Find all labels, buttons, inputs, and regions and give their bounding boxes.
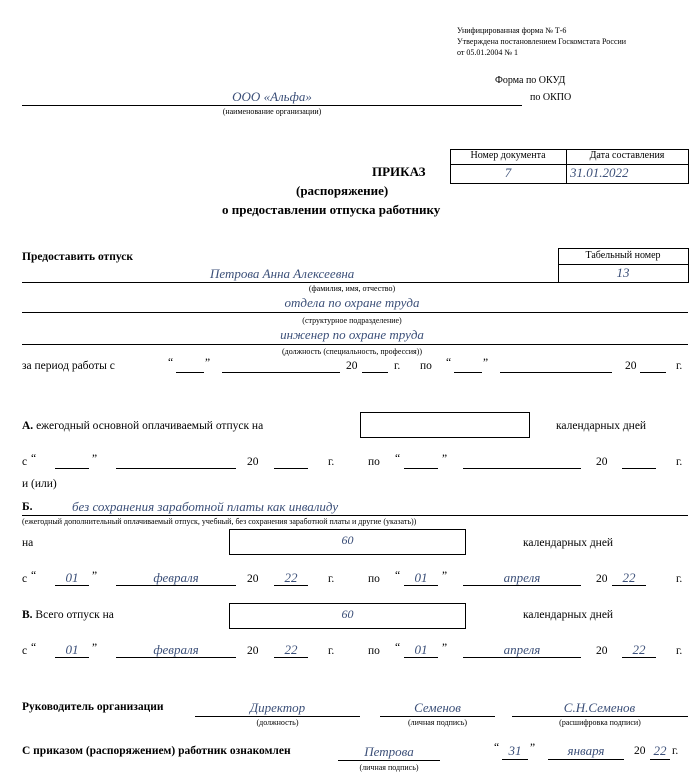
section-b-days-value: 60 — [341, 533, 354, 547]
section-b-end-year-suffix: г. — [676, 573, 683, 585]
period-end-quote-close: ” — [483, 357, 489, 369]
section-b-type-line — [22, 515, 688, 516]
form-title-line1: Унифицированная форма № Т-6 — [457, 26, 567, 35]
period-end-month-line — [500, 372, 612, 373]
org-name-caption: (наименование организации) — [222, 107, 322, 116]
period-end-quote-open: “ — [446, 357, 452, 369]
acquainted-month: января — [567, 743, 605, 758]
section-a-start-year-prefix: 20 — [247, 456, 259, 468]
acquainted-signature-line — [338, 760, 440, 761]
section-v-end-month-line — [463, 657, 581, 658]
acquainted-signature: Петрова — [364, 744, 414, 759]
section-b-start-quote-open: “ — [31, 570, 37, 582]
section-b-end-month: апреля — [503, 570, 541, 585]
org-name: ООО «Альфа» — [232, 89, 312, 104]
period-start-quote-close: ” — [205, 357, 211, 369]
section-a-end-year-suffix: г. — [676, 456, 683, 468]
acquainted-quote-open: “ — [494, 742, 500, 754]
section-a-days-label: календарных дней — [556, 420, 647, 432]
employee-name: Петрова Анна Алексеевна — [210, 266, 355, 281]
head-signature-line — [380, 716, 495, 717]
okud-label: Форма по ОКУД — [495, 75, 566, 86]
section-a-start-year-line — [274, 468, 308, 469]
section-v-days-value: 60 — [341, 607, 354, 621]
section-b-end-year: 22 — [622, 570, 636, 585]
section-b-start-day-line — [55, 585, 89, 586]
doc-number-header: Номер документа — [470, 150, 546, 161]
section-a-start-day-line — [55, 468, 89, 469]
grant-leave-label: Предоставить отпуск — [22, 251, 133, 263]
department: отдела по охране труда — [284, 295, 420, 310]
section-a-end-month-line — [463, 468, 581, 469]
period-to-label: по — [420, 360, 432, 372]
section-b-start-quote-close: ” — [92, 570, 98, 582]
section-b-end-quote-open: “ — [395, 570, 401, 582]
order-purpose: о предоставлении отпуска работнику — [222, 202, 441, 217]
period-start-year-line — [362, 372, 388, 373]
section-b-start-year-suffix: г. — [328, 573, 335, 585]
section-v-from-label: с — [22, 645, 28, 657]
section-v-letter: В. — [22, 609, 33, 621]
section-b-start-year: 22 — [284, 570, 298, 585]
position: инженер по охране труда — [280, 327, 424, 342]
department-line — [22, 312, 688, 313]
section-a-days-box[interactable] — [360, 412, 530, 438]
section-v-start-year-line — [274, 657, 308, 658]
head-position-line — [195, 716, 360, 717]
section-b-end-day: 01 — [414, 570, 428, 585]
section-b-letter: Б. — [22, 501, 33, 513]
section-b-on-label: на — [22, 537, 34, 549]
section-b-start-year-line — [274, 585, 308, 586]
section-a-end-quote-close: ” — [442, 453, 448, 465]
head-decoding-caption: (расшифровка подписи) — [559, 718, 641, 727]
acquainted-day-line — [502, 759, 528, 760]
section-v-to-label: по — [368, 645, 380, 657]
work-period-label: за период работы с — [22, 360, 115, 372]
acquainted-year-suffix: г. — [672, 745, 679, 757]
section-b-from-label: с — [22, 573, 28, 585]
section-b-start-month: февраля — [153, 570, 199, 585]
section-a-end-year-prefix: 20 — [596, 456, 608, 468]
section-b-end-month-line — [463, 585, 581, 586]
doc-number-value: 7 — [504, 165, 512, 180]
section-v-end-year-prefix: 20 — [596, 645, 608, 657]
section-b-type-caption: (ежегодный дополнительный оплачиваемый отпуск, учебный, без сохранения заработной платы и другие (указать)) — [22, 517, 417, 526]
section-a-start-year-suffix: г. — [328, 456, 335, 468]
acquainted-label: С приказом (распоряжением) работник ознакомлен — [22, 745, 291, 757]
employee-name-caption: (фамилия, имя, отчество) — [308, 284, 396, 293]
section-a-start-quote-open: “ — [31, 453, 37, 465]
section-v-start-quote-open: “ — [31, 642, 37, 654]
section-v-start-quote-close: ” — [92, 642, 98, 654]
section-b-end-quote-close: ” — [442, 570, 448, 582]
section-b-start-month-line — [116, 585, 236, 586]
section-b-end-day-line — [404, 585, 438, 586]
section-b-end-year-prefix: 20 — [596, 573, 608, 585]
section-b-start-day: 01 — [65, 570, 79, 585]
department-caption: (структурное подразделение) — [302, 316, 402, 325]
period-start-month-line — [222, 372, 340, 373]
head-label: Руководитель организации — [22, 701, 164, 713]
section-v-label — [22, 609, 114, 621]
section-v-start-year: 22 — [284, 642, 298, 657]
section-v-end-month: апреля — [503, 642, 541, 657]
section-v-start-year-prefix: 20 — [247, 645, 259, 657]
employee-name-line — [22, 282, 558, 283]
section-v-end-quote-close: ” — [442, 642, 448, 654]
head-decoding: С.Н.Семенов — [563, 700, 636, 715]
period-end-year-line — [640, 372, 666, 373]
tab-number-value: 13 — [616, 265, 630, 280]
section-a-end-quote-open: “ — [395, 453, 401, 465]
section-b-days-label: календарных дней — [523, 537, 614, 549]
tab-number-header: Табельный номер — [585, 250, 661, 261]
section-a-letter: А. — [22, 420, 34, 432]
doc-date-header: Дата составления — [589, 150, 665, 161]
period-end-year-suffix: г. — [676, 360, 683, 372]
position-line — [22, 344, 688, 345]
section-v-end-year-line — [622, 657, 656, 658]
head-decoding-line — [512, 716, 688, 717]
acquainted-quote-close: ” — [530, 742, 536, 754]
section-a-to-label: по — [368, 456, 380, 468]
section-v-start-day: 01 — [65, 642, 79, 657]
order-title: ПРИКАЗ — [372, 164, 426, 179]
section-v-end-year-suffix: г. — [676, 645, 683, 657]
section-v-end-day: 01 — [414, 642, 428, 657]
period-start-day-line — [176, 372, 204, 373]
section-a-from-label: с — [22, 456, 28, 468]
acquainted-year: 22 — [653, 743, 667, 758]
section-v-start-month: февраля — [153, 642, 199, 657]
head-position: Директор — [249, 700, 306, 715]
section-a-start-month-line — [116, 468, 236, 469]
acquainted-year-prefix: 20 — [634, 745, 646, 757]
okpo-label: по ОКПО — [530, 92, 572, 103]
section-a-label — [22, 420, 263, 432]
head-signature: Семенов — [414, 700, 461, 715]
section-a-start-quote-close: ” — [92, 453, 98, 465]
form-title-line3: от 05.01.2004 № 1 — [457, 48, 519, 57]
order-subtitle: (распоряжение) — [296, 183, 389, 198]
section-a-end-year-line — [622, 468, 656, 469]
period-start-quote-open: “ — [168, 357, 174, 369]
acquainted-day: 31 — [508, 743, 522, 758]
section-v-end-year: 22 — [632, 642, 646, 657]
head-position-caption: (должность) — [256, 718, 299, 727]
doc-date-value: 31.01.2022 — [570, 165, 629, 180]
section-a-text: ежегодный основной оплачиваемый отпуск на — [36, 420, 264, 432]
section-b-to-label: по — [368, 573, 380, 585]
position-caption: (должность (специальность, профессия)) — [282, 347, 422, 356]
acquainted-month-line — [548, 759, 624, 760]
period-end-day-line — [454, 372, 482, 373]
section-b-leave-type: без сохранения заработной платы как инвалиду — [72, 499, 339, 514]
section-v-start-day-line — [55, 657, 89, 658]
period-start-year-prefix: 20 — [346, 360, 358, 372]
section-b-start-year-prefix: 20 — [247, 573, 259, 585]
acquainted-signature-caption: (личная подпись) — [359, 763, 419, 772]
form-title-line2: Утверждена постановлением Госкомстата России — [457, 37, 627, 46]
section-v-end-day-line — [404, 657, 438, 658]
org-name-line — [22, 105, 522, 106]
section-v-start-year-suffix: г. — [328, 645, 335, 657]
head-signature-caption: (личная подпись) — [407, 718, 468, 727]
and-or-label: и (или) — [22, 478, 57, 490]
period-start-year-suffix: г. — [394, 360, 401, 372]
section-b-end-year-line — [612, 585, 646, 586]
period-end-year-prefix: 20 — [625, 360, 637, 372]
section-v-start-month-line — [116, 657, 236, 658]
section-v-text: Всего отпуск на — [35, 609, 114, 621]
section-a-end-day-line — [404, 468, 438, 469]
section-v-end-quote-open: “ — [395, 642, 401, 654]
acquainted-year-line — [650, 759, 670, 760]
section-v-days-label: календарных дней — [523, 609, 614, 621]
